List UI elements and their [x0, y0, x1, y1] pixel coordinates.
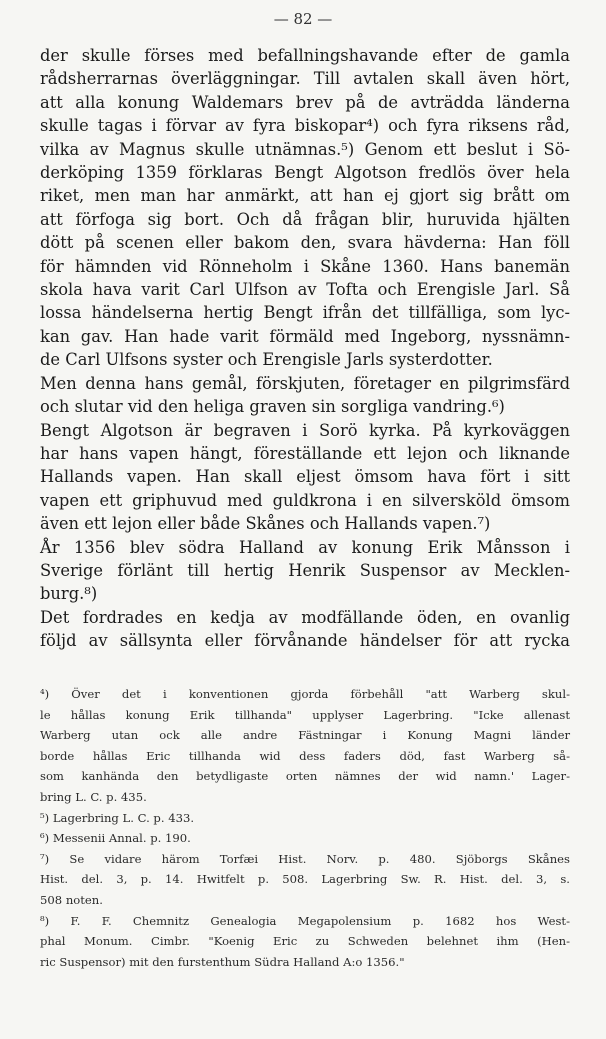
text-line: för hämnden vid Rönneholm i Skåne 1360. Hans banemän [40, 256, 570, 276]
text-line: riket, men man har anmärkt, att han ej gjort sig brått om [40, 186, 570, 206]
footnote-line: ⁷) Se vidare härom Torfæi Hist. Norv. p. 480. Sjöborgs Skånes [40, 851, 570, 866]
text-line: lossa händelserna hertig Bengt ifrån det tillfälliga, som lyc- [40, 303, 570, 323]
text-line: har hans vapen hängt, föreställande ett lejon och liknande [40, 443, 570, 463]
text-line: derköping 1359 förklaras Bengt Algotson fredlös över hela [40, 163, 570, 183]
footnote-line: ric Suspensor) mit den furstenthum Südra Halland A:o 1356." [40, 954, 405, 969]
footnotes [40, 684, 570, 972]
footnote-line: le hållas konung Erik tillhanda" upplyser Lagerbring. "Icke allenast [40, 707, 570, 722]
text-line: vilka av Magnus skulle utnämnas.⁵) Genom ett beslut i Sö- [40, 139, 570, 159]
footnote-line: Warberg utan ock alle andre Fästningar i Konung Magni länder [40, 728, 570, 743]
footnote-line: ⁵) Lagerbring L. C. p. 433. [40, 810, 195, 825]
footnote-line: ⁴) Över det i konventionen gjorda förbehåll "att Warberg skul- [40, 687, 570, 701]
text-line: burg.⁸) [40, 584, 98, 604]
footnote-line: borde hållas Eric tillhanda wid dess faders död, fast Warberg så- [40, 748, 570, 763]
footnote-line: som kanhända den betydligaste orten nämnes der wid namn.' Lager- [40, 769, 570, 784]
text-line: skulle tagas i förvar av fyra biskopar⁴) och fyra riksens råd, [40, 116, 570, 136]
text-line: Bengt Algotson är begraven i Sorö kyrka. På kyrkoväggen [40, 420, 570, 440]
text-line: även ett lejon eller både Skånes och Hallands vapen.⁷) [40, 514, 491, 534]
text-line: de Carl Ulfsons syster och Erengisle Jarls systerdotter. [40, 350, 493, 370]
text-line: kan gav. Han hade varit förmäld med Ingeborg, nyssnämn- [40, 326, 570, 346]
text-line: Men denna hans gemål, förskjuten, företager en pilgrimsfärd [40, 373, 570, 393]
text-line: skola hava varit Carl Ulfson av Tofta och Erengisle Jarl. Så [40, 280, 570, 300]
footnote-line: Hist. del. 3, p. 14. Hwitfelt p. 508. Lagerbring Sw. R. Hist. del. 3, s. [40, 872, 570, 887]
text-line: Det fordrades en kedja av modfällande öden, en ovanlig [40, 607, 570, 627]
text-line: vapen ett griphuvud med guldkrona i en silversköld ömsom [40, 490, 570, 510]
footnote-line: 508 noten. [40, 892, 103, 907]
footnote-line: ⁸) F. F. Chemnitz Genealogia Megapolensium p. 1682 hos West- [40, 913, 570, 928]
text-line: följd av sällsynta eller förvånande händelser för att rycka [40, 631, 570, 651]
text-line: och slutar vid den heliga graven sin sorgliga vandring.⁶) [40, 397, 505, 417]
text-line: Sverige förlänt till hertig Henrik Suspensor av Mecklen- [40, 560, 570, 580]
text-line: att förfoga sig bort. Och då frågan blir, huruvida hjälten [40, 209, 570, 229]
text-line: rådsherrarnas överläggningar. Till avtalen skall även hört, [40, 69, 570, 89]
text-line: Hallands vapen. Han skall eljest ömsom hava fört i sitt [40, 467, 570, 487]
page-number: — 82 — [273, 10, 333, 28]
footnote-line: ⁶) Messenii Annal. p. 190. [40, 831, 191, 846]
text-line: dött på scenen eller bakom den, svara hävderna: Han föll [40, 233, 570, 253]
body-text [40, 44, 570, 653]
text-line: der skulle förses med befallningshavande efter de gamla [40, 46, 570, 65]
footnote-line: bring L. C. p. 435. [40, 789, 147, 804]
footnote-line: phal Monum. Cimbr. "Koenig Eric zu Schweden belehnet ihm (Hen- [40, 934, 570, 949]
text-line: År 1356 blev södra Halland av konung Erik Månsson i [40, 537, 570, 557]
text-line: att alla konung Waldemars brev på de avträdda länderna [40, 92, 570, 112]
